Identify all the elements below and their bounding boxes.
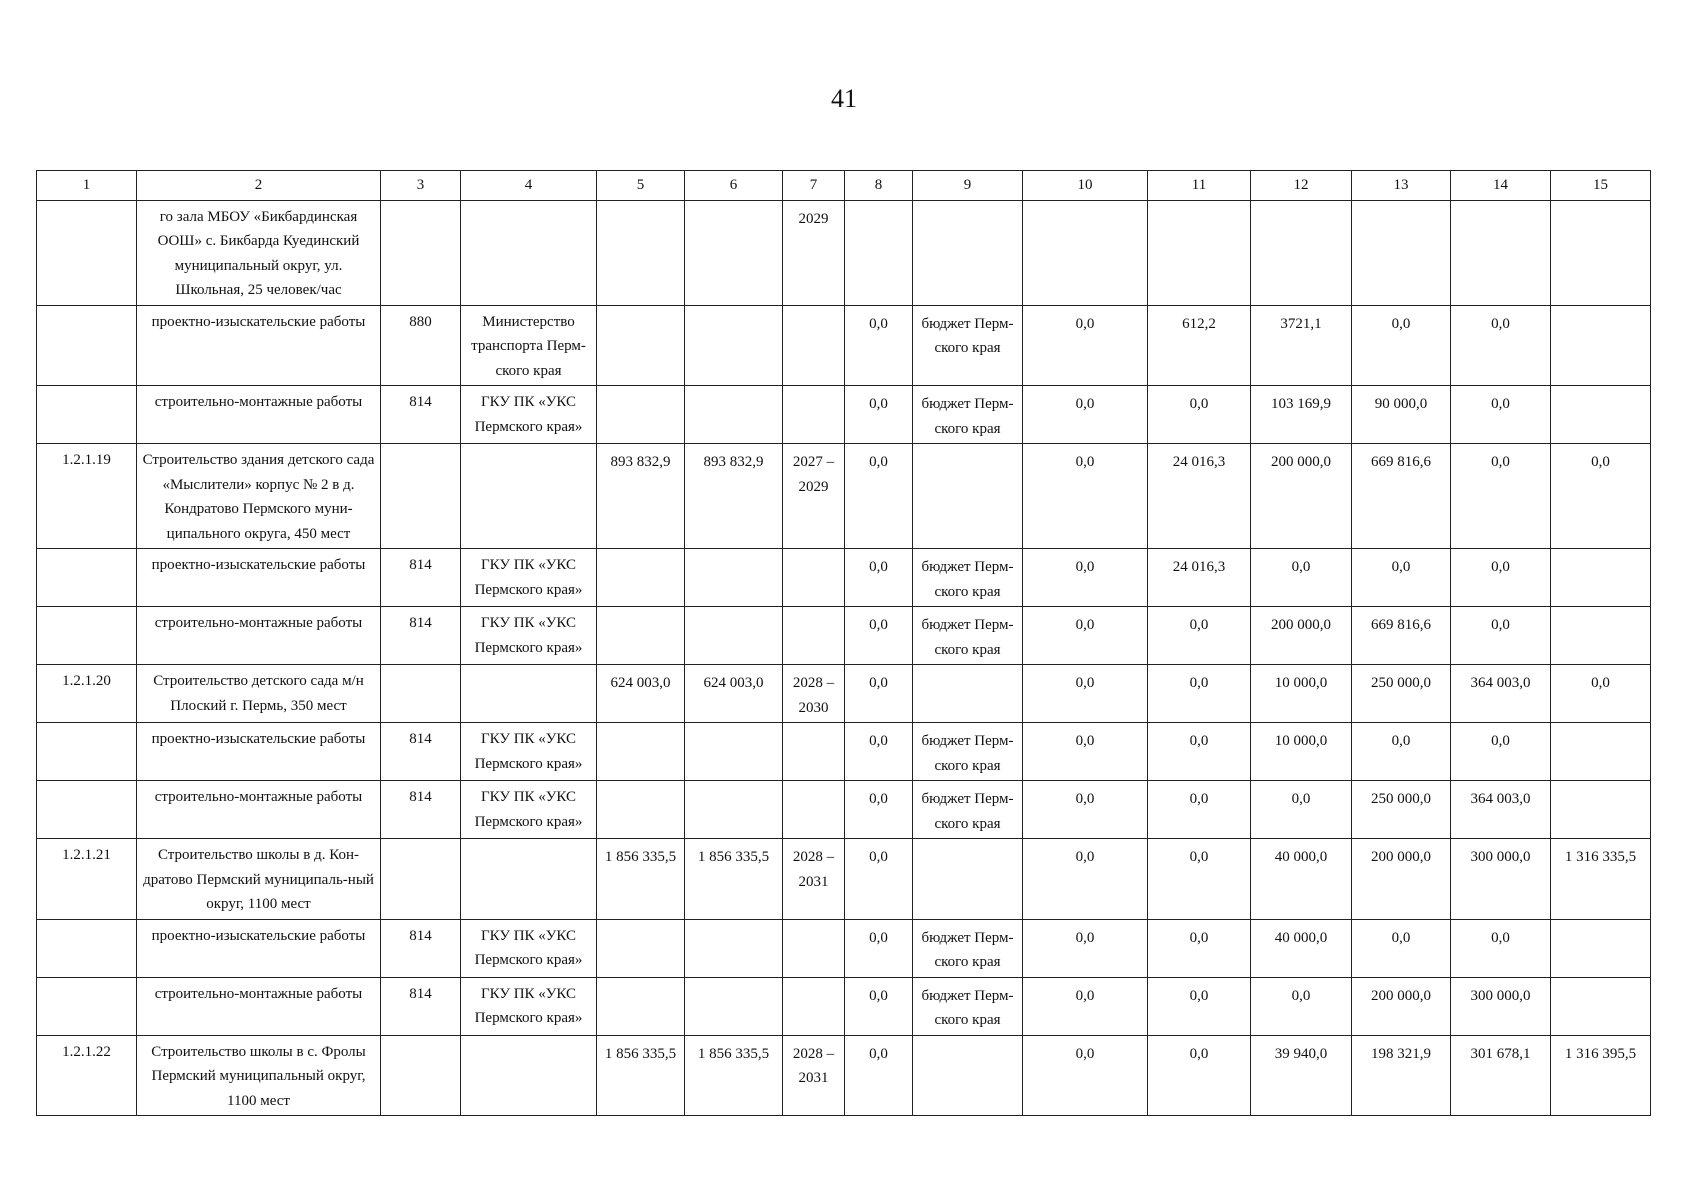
table-cell-col-12: 39 940,0: [1251, 1035, 1352, 1116]
table-cell-col-2: Строительство школы в д. Кон-дратово Пермский муниципаль-ный округ, 1100 мест: [137, 839, 381, 920]
table-cell-col-6: [685, 549, 783, 607]
table-cell-col-7: [783, 607, 845, 665]
table-cell-col-4: [461, 665, 597, 723]
table-cell-col-11: 24 016,3: [1148, 444, 1251, 549]
column-header: 14: [1451, 171, 1551, 201]
table-cell-col-5: [597, 200, 685, 305]
table-row: [37, 977, 1651, 1035]
table-cell-col-8: [845, 200, 913, 305]
table-cell-col-5: 1 856 335,5: [597, 1035, 685, 1116]
table-cell-col-3: 880: [381, 305, 461, 386]
table-cell-col-9: бюджет Перм-ского края: [913, 723, 1023, 781]
table-row: [37, 1035, 1651, 1116]
table-cell-col-4: [461, 444, 597, 549]
table-cell-col-15: [1551, 781, 1651, 839]
table-cell-col-12: 0,0: [1251, 549, 1352, 607]
table-cell-col-4: Министерство транспорта Перм-ского края: [461, 305, 597, 386]
table-cell-col-1: [37, 305, 137, 386]
table-cell-col-12: 3721,1: [1251, 305, 1352, 386]
table-cell-col-2: строительно-монтажные работы: [137, 977, 381, 1035]
table-cell-col-14: 0,0: [1451, 305, 1551, 386]
table-cell-col-8: 0,0: [845, 386, 913, 444]
table-cell-col-6: [685, 305, 783, 386]
table-cell-col-10: 0,0: [1023, 386, 1148, 444]
table-cell-col-5: [597, 977, 685, 1035]
table-cell-col-2: проектно-изыскательские работы: [137, 549, 381, 607]
table-cell-col-1: [37, 977, 137, 1035]
table-cell-col-3: 814: [381, 386, 461, 444]
table-cell-col-3: 814: [381, 919, 461, 977]
table-cell-col-5: [597, 919, 685, 977]
page-number: 41: [831, 84, 857, 113]
table-cell-col-7: [783, 386, 845, 444]
table-cell-col-14: 0,0: [1451, 607, 1551, 665]
table-cell-col-11: 0,0: [1148, 1035, 1251, 1116]
table-cell-col-15: [1551, 607, 1651, 665]
table-row: [37, 723, 1651, 781]
table-cell-col-7: 2029: [783, 200, 845, 305]
table-cell-col-15: [1551, 305, 1651, 386]
table-cell-col-13: 90 000,0: [1352, 386, 1451, 444]
table-cell-col-15: [1551, 549, 1651, 607]
table-cell-col-9: [913, 665, 1023, 723]
table-cell-col-8: 0,0: [845, 665, 913, 723]
table-cell-col-6: 893 832,9: [685, 444, 783, 549]
table-cell-col-4: [461, 1035, 597, 1116]
table-cell-col-9: [913, 200, 1023, 305]
table-cell-col-14: 300 000,0: [1451, 977, 1551, 1035]
table-cell-col-4: ГКУ ПК «УКС Пермского края»: [461, 549, 597, 607]
column-header: 10: [1023, 171, 1148, 201]
table-cell-col-13: 198 321,9: [1352, 1035, 1451, 1116]
table-cell-col-15: [1551, 723, 1651, 781]
table-cell-col-9: бюджет Перм-ского края: [913, 386, 1023, 444]
column-header: 15: [1551, 171, 1651, 201]
table-cell-col-10: 0,0: [1023, 977, 1148, 1035]
table-cell-col-10: 0,0: [1023, 919, 1148, 977]
table-cell-col-7: 2027 – 2029: [783, 444, 845, 549]
table-cell-col-15: [1551, 200, 1651, 305]
table-cell-col-8: 0,0: [845, 305, 913, 386]
table-cell-col-6: [685, 723, 783, 781]
table-cell-col-8: 0,0: [845, 1035, 913, 1116]
table-cell-col-11: 0,0: [1148, 665, 1251, 723]
table-cell-col-12: [1251, 200, 1352, 305]
table-cell-col-3: [381, 444, 461, 549]
table-cell-col-9: бюджет Перм-ского края: [913, 607, 1023, 665]
table-cell-col-11: 0,0: [1148, 781, 1251, 839]
table-cell-col-4: ГКУ ПК «УКС Пермского края»: [461, 607, 597, 665]
table-row: [37, 919, 1651, 977]
table-cell-col-5: [597, 781, 685, 839]
table-cell-col-10: 0,0: [1023, 665, 1148, 723]
table-cell-col-2: проектно-изыскательские работы: [137, 305, 381, 386]
table-cell-col-3: 814: [381, 977, 461, 1035]
table-cell-col-13: 0,0: [1352, 723, 1451, 781]
table-cell-col-13: 200 000,0: [1352, 977, 1451, 1035]
table-cell-col-12: 200 000,0: [1251, 444, 1352, 549]
table-cell-col-10: 0,0: [1023, 305, 1148, 386]
table-cell-col-1: [37, 723, 137, 781]
column-header: 13: [1352, 171, 1451, 201]
table-cell-col-9: [913, 444, 1023, 549]
table-cell-col-12: 200 000,0: [1251, 607, 1352, 665]
table-cell-col-11: [1148, 200, 1251, 305]
table-cell-col-6: 624 003,0: [685, 665, 783, 723]
table-cell-col-12: 40 000,0: [1251, 919, 1352, 977]
table-cell-col-4: ГКУ ПК «УКС Пермского края»: [461, 723, 597, 781]
table-cell-col-2: го зала МБОУ «Бикбардинская ООШ» с. Бикбарда Куединский муниципальный округ, ул. Школьная, 25 человек/час: [137, 200, 381, 305]
table-cell-col-12: 0,0: [1251, 977, 1352, 1035]
table-cell-col-4: [461, 200, 597, 305]
table-cell-col-6: [685, 200, 783, 305]
table-cell-col-14: 0,0: [1451, 919, 1551, 977]
table-cell-col-11: 0,0: [1148, 919, 1251, 977]
table-cell-col-8: 0,0: [845, 919, 913, 977]
table-cell-col-7: [783, 919, 845, 977]
table-cell-col-12: 10 000,0: [1251, 665, 1352, 723]
table-cell-col-11: 0,0: [1148, 977, 1251, 1035]
table-cell-col-8: 0,0: [845, 781, 913, 839]
table-cell-col-5: [597, 549, 685, 607]
table-cell-col-11: 0,0: [1148, 386, 1251, 444]
table-cell-col-10: 0,0: [1023, 723, 1148, 781]
table-cell-col-9: бюджет Перм-ского края: [913, 781, 1023, 839]
table-cell-col-15: [1551, 977, 1651, 1035]
table-cell-col-3: [381, 200, 461, 305]
table-cell-col-3: [381, 839, 461, 920]
table-cell-col-9: [913, 839, 1023, 920]
table-cell-col-1: [37, 549, 137, 607]
table-row: [37, 200, 1651, 305]
table-cell-col-1: 1.2.1.22: [37, 1035, 137, 1116]
table-cell-col-7: 2028 – 2031: [783, 1035, 845, 1116]
table-row: [37, 444, 1651, 549]
table-cell-col-1: [37, 919, 137, 977]
table-cell-col-9: бюджет Перм-ского края: [913, 977, 1023, 1035]
table-cell-col-1: 1.2.1.21: [37, 839, 137, 920]
table-cell-col-7: [783, 549, 845, 607]
table-cell-col-8: 0,0: [845, 723, 913, 781]
table-cell-col-10: 0,0: [1023, 607, 1148, 665]
header-row: [37, 171, 1651, 201]
table-cell-col-2: Строительство школы в с. Фролы Пермский муниципальный округ, 1100 мест: [137, 1035, 381, 1116]
table-cell-col-12: 0,0: [1251, 781, 1352, 839]
table-cell-col-2: строительно-монтажные работы: [137, 386, 381, 444]
table-cell-col-5: 1 856 335,5: [597, 839, 685, 920]
table-cell-col-4: ГКУ ПК «УКС Пермского края»: [461, 919, 597, 977]
budget-table: [36, 170, 1651, 1116]
table-cell-col-3: 814: [381, 781, 461, 839]
table-cell-col-11: 612,2: [1148, 305, 1251, 386]
table-cell-col-15: 1 316 395,5: [1551, 1035, 1651, 1116]
table-cell-col-5: [597, 607, 685, 665]
table-cell-col-13: 250 000,0: [1352, 781, 1451, 839]
table-cell-col-13: 669 816,6: [1352, 607, 1451, 665]
table-cell-col-1: [37, 200, 137, 305]
table-row: [37, 549, 1651, 607]
table-row: [37, 839, 1651, 920]
table-cell-col-8: 0,0: [845, 549, 913, 607]
table-cell-col-11: 24 016,3: [1148, 549, 1251, 607]
table-cell-col-14: 0,0: [1451, 444, 1551, 549]
table-cell-col-15: 0,0: [1551, 665, 1651, 723]
table-cell-col-14: [1451, 200, 1551, 305]
table-cell-col-2: Строительство детского сада м/н Плоский г. Пермь, 350 мест: [137, 665, 381, 723]
table-cell-col-4: ГКУ ПК «УКС Пермского края»: [461, 977, 597, 1035]
column-header: 8: [845, 171, 913, 201]
table-cell-col-1: [37, 386, 137, 444]
table-row: [37, 305, 1651, 386]
table-cell-col-3: [381, 1035, 461, 1116]
table-cell-col-15: 0,0: [1551, 444, 1651, 549]
table-cell-col-6: [685, 977, 783, 1035]
column-header: 6: [685, 171, 783, 201]
table-cell-col-1: 1.2.1.20: [37, 665, 137, 723]
table-cell-col-14: 364 003,0: [1451, 665, 1551, 723]
column-header: 3: [381, 171, 461, 201]
table-cell-col-7: [783, 977, 845, 1035]
table-cell-col-10: 0,0: [1023, 839, 1148, 920]
table-cell-col-5: 624 003,0: [597, 665, 685, 723]
table-cell-col-8: 0,0: [845, 977, 913, 1035]
table-cell-col-13: 0,0: [1352, 305, 1451, 386]
table-cell-col-5: [597, 723, 685, 781]
table-cell-col-14: 301 678,1: [1451, 1035, 1551, 1116]
table-cell-col-13: 0,0: [1352, 919, 1451, 977]
table-cell-col-4: ГКУ ПК «УКС Пермского края»: [461, 386, 597, 444]
table-cell-col-12: 40 000,0: [1251, 839, 1352, 920]
table-cell-col-11: 0,0: [1148, 839, 1251, 920]
table-cell-col-13: 0,0: [1352, 549, 1451, 607]
table-row: [37, 665, 1651, 723]
table-cell-col-13: 669 816,6: [1352, 444, 1451, 549]
table-row: [37, 607, 1651, 665]
table-cell-col-6: [685, 919, 783, 977]
table-cell-col-14: 0,0: [1451, 386, 1551, 444]
table-cell-col-9: бюджет Перм-ского края: [913, 919, 1023, 977]
table-cell-col-3: 814: [381, 607, 461, 665]
table-cell-col-6: [685, 781, 783, 839]
column-header: 1: [37, 171, 137, 201]
table-cell-col-6: 1 856 335,5: [685, 1035, 783, 1116]
table-cell-col-7: 2028 – 2031: [783, 839, 845, 920]
table-cell-col-10: 0,0: [1023, 781, 1148, 839]
table-cell-col-1: [37, 607, 137, 665]
table-cell-col-7: [783, 305, 845, 386]
table-cell-col-14: 300 000,0: [1451, 839, 1551, 920]
table-cell-col-2: Строительство здания детского сада «Мыслители» корпус № 2 в д. Кондратово Пермского муни-ципального округа, 450 мест: [137, 444, 381, 549]
table-cell-col-6: 1 856 335,5: [685, 839, 783, 920]
column-header: 4: [461, 171, 597, 201]
table-cell-col-4: [461, 839, 597, 920]
table-cell-col-5: [597, 305, 685, 386]
table-cell-col-1: [37, 781, 137, 839]
column-header: 5: [597, 171, 685, 201]
table-cell-col-3: 814: [381, 549, 461, 607]
table-cell-col-14: 0,0: [1451, 723, 1551, 781]
table-cell-col-7: [783, 781, 845, 839]
table-cell-col-12: 10 000,0: [1251, 723, 1352, 781]
table-cell-col-15: [1551, 386, 1651, 444]
table-cell-col-6: [685, 386, 783, 444]
table-cell-col-2: строительно-монтажные работы: [137, 607, 381, 665]
table-cell-col-10: 0,0: [1023, 1035, 1148, 1116]
table-cell-col-5: [597, 386, 685, 444]
table-cell-col-2: проектно-изыскательские работы: [137, 723, 381, 781]
table-cell-col-8: 0,0: [845, 444, 913, 549]
table-cell-col-5: 893 832,9: [597, 444, 685, 549]
table-cell-col-9: бюджет Перм-ского края: [913, 549, 1023, 607]
column-header: 2: [137, 171, 381, 201]
table-cell-col-7: 2028 – 2030: [783, 665, 845, 723]
table-cell-col-14: 364 003,0: [1451, 781, 1551, 839]
column-header: 11: [1148, 171, 1251, 201]
table-cell-col-15: 1 316 335,5: [1551, 839, 1651, 920]
table-row: [37, 386, 1651, 444]
table-cell-col-13: 250 000,0: [1352, 665, 1451, 723]
table-cell-col-12: 103 169,9: [1251, 386, 1352, 444]
table-cell-col-10: 0,0: [1023, 444, 1148, 549]
table-cell-col-9: [913, 1035, 1023, 1116]
table-cell-col-13: [1352, 200, 1451, 305]
table-cell-col-2: строительно-монтажные работы: [137, 781, 381, 839]
table-cell-col-3: 814: [381, 723, 461, 781]
table-cell-col-10: 0,0: [1023, 549, 1148, 607]
column-header: 7: [783, 171, 845, 201]
column-header: 9: [913, 171, 1023, 201]
table-cell-col-4: ГКУ ПК «УКС Пермского края»: [461, 781, 597, 839]
table-cell-col-10: [1023, 200, 1148, 305]
table-cell-col-13: 200 000,0: [1352, 839, 1451, 920]
table-cell-col-14: 0,0: [1451, 549, 1551, 607]
table-body: [37, 200, 1651, 1116]
table-cell-col-15: [1551, 919, 1651, 977]
table-cell-col-8: 0,0: [845, 607, 913, 665]
table-cell-col-7: [783, 723, 845, 781]
table-cell-col-11: 0,0: [1148, 607, 1251, 665]
table-cell-col-8: 0,0: [845, 839, 913, 920]
table-cell-col-6: [685, 607, 783, 665]
table-cell-col-2: проектно-изыскательские работы: [137, 919, 381, 977]
table-cell-col-11: 0,0: [1148, 723, 1251, 781]
table-cell-col-3: [381, 665, 461, 723]
table-row: [37, 781, 1651, 839]
table-cell-col-1: 1.2.1.19: [37, 444, 137, 549]
column-header: 12: [1251, 171, 1352, 201]
table-cell-col-9: бюджет Перм-ского края: [913, 305, 1023, 386]
